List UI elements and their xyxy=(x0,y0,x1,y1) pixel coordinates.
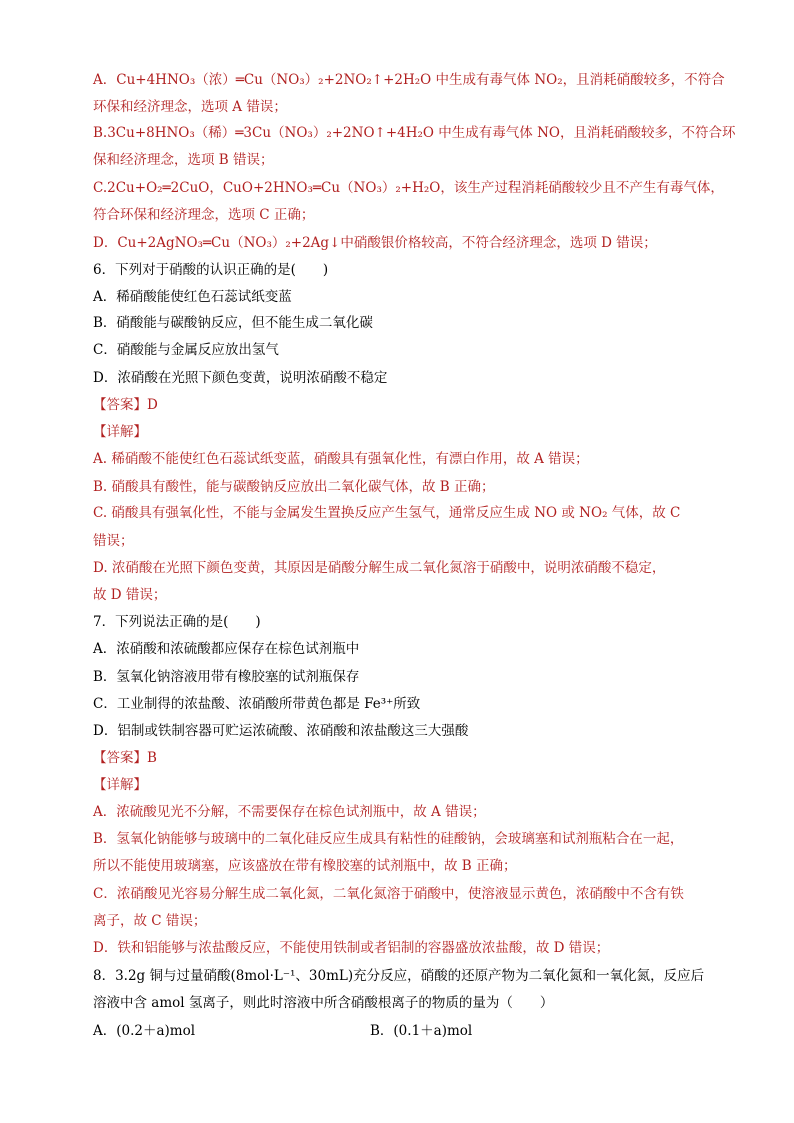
text-line: 符合环保和经济理念，选项 C 正确； xyxy=(93,207,315,223)
text-line: B．氢氧化钠溶液用带有橡胶塞的试剂瓶保存 xyxy=(93,669,360,685)
text-line: 故 D 错误； xyxy=(93,587,167,603)
text-line: B.3Cu+8HNO₃（稀）═3Cu（NO₃）₂+2NO↑+4H₂O 中生成有毒气体 NO，且消耗硝酸较多，不符合环 xyxy=(93,125,736,141)
text-line: 离子，故 C 错误； xyxy=(93,913,207,929)
text-line: 6．下列对于硝酸的认识正确的是( ) xyxy=(93,262,329,278)
text-line: D. 浓硝酸在光照下颜色变黄，其原因是硝酸分解生成二氧化氮溶于硝酸中，说明浓硝酸不稳定， xyxy=(93,560,666,576)
text-line: 8．3.2g 铜与过量硝酸(8mol·L⁻¹、30mL)充分反应，硝酸的还原产物为二氧化氮和一氧化氮，反应后 xyxy=(93,968,705,984)
option-a: A．(0.2＋a)mol xyxy=(93,1023,196,1039)
text-line: C．硝酸能与金属反应放出氢气 xyxy=(93,342,279,358)
text-line: D．Cu+2AgNO₃═Cu（NO₃）₂+2Ag↓中硝酸银价格较高，不符合经济理念，选项 D 错误； xyxy=(93,235,657,251)
text-line: A. 稀硝酸不能使红色石蕊试纸变蓝，硝酸具有强氧化性，有漂白作用，故 A 错误； xyxy=(93,451,589,467)
text-line: 保和经济理念，选项 B 错误； xyxy=(93,152,274,168)
text-line: D．铁和铝能够与浓盐酸反应，不能使用铁制或者铝制的容器盛放浓盐酸，故 D 错误； xyxy=(93,940,610,956)
text-line: D．铝制或铁制容器可贮运浓硫酸、浓硝酸和浓盐酸这三大强酸 xyxy=(93,723,469,739)
text-line: B．硝酸能与碳酸钠反应，但不能生成二氧化碳 xyxy=(93,315,373,331)
text-line: A．Cu+4HNO₃（浓）═Cu（NO₃）₂+2NO₂↑+2H₂O 中生成有毒气体 NO₂，且消耗硝酸较多，不符合 xyxy=(93,72,725,88)
text-line: A．浓硫酸见光不分解，不需要保存在棕色试剂瓶中，故 A 错误； xyxy=(93,804,486,820)
option-b: B．(0.1＋a)mol xyxy=(370,1023,473,1039)
text-line: C.2Cu+O₂═2CuO，CuO+2HNO₃═Cu（NO₃）₂+H₂O，该生产过程消耗硝酸较少且不产生有毒气体， xyxy=(93,180,724,196)
text-line: 环保和经济理念，选项 A 错误； xyxy=(93,99,287,115)
text-line: 【答案】B xyxy=(93,750,157,766)
text-line: 所以不能使用玻璃塞，应该盛放在带有橡胶塞的试剂瓶中，故 B 正确； xyxy=(93,858,517,874)
text-line: C．工业制得的浓盐酸、浓硝酸所带黄色都是 Fe³⁺所致 xyxy=(93,696,421,712)
text-line: 【答案】D xyxy=(93,397,158,413)
text-line: C. 硝酸具有强氧化性，不能与金属发生置换反应产生氢气，通常反应生成 NO 或 NO₂ 气体，故 C xyxy=(93,505,681,521)
text-line: D．浓硝酸在光照下颜色变黄，说明浓硝酸不稳定 xyxy=(93,370,388,386)
text-line: C．浓硝酸见光容易分解生成二氧化氮，二氧化氮溶于硝酸中，使溶液显示黄色，浓硝酸中不含有铁 xyxy=(93,886,684,902)
text-line: 错误； xyxy=(93,533,134,549)
text-line: A．浓硝酸和浓硫酸都应保存在棕色试剂瓶中 xyxy=(93,641,360,657)
text-line: B．氢氧化钠能够与玻璃中的二氧化硅反应生成具有粘性的硅酸钠，会玻璃塞和试剂瓶粘合在一起， xyxy=(93,831,684,847)
text-line: 溶液中含 amol 氢离子，则此时溶液中所含硝酸根离子的物质的量为（ ） xyxy=(93,995,554,1011)
text-line: 7．下列说法正确的是( ) xyxy=(93,614,261,630)
text-line: B. 硝酸具有酸性，能与碳酸钠反应放出二氧化碳气体，故 B 正确； xyxy=(93,479,495,495)
text-line: A．稀硝酸能使红色石蕊试纸变蓝 xyxy=(93,289,292,305)
text-line: 【详解】 xyxy=(93,777,147,793)
text-line: 【详解】 xyxy=(93,424,147,440)
